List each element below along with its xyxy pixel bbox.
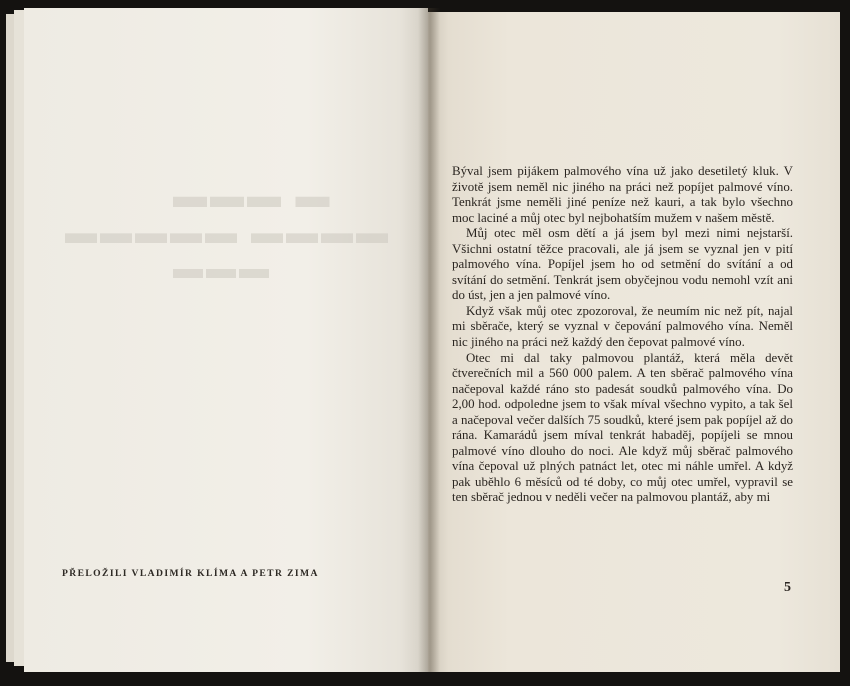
body-text xyxy=(452,164,793,506)
bleed-through-decoration: ▬▬▬▬ ▬▬▬▬▬ xyxy=(62,214,388,250)
paragraph: Když však můj otec zpozoroval, že neumím nic než pít, najal mi sběrače, který se vyznal v čepování palmového vína. Neměl nic jiného na práci než každý den čepovat palmové víno. xyxy=(452,303,793,350)
page-number: 5 xyxy=(784,580,791,595)
paragraph: Býval jsem pijákem palmového vína už jako desetiletý kluk. V životě jsem neměl nic jiného na práci než popíjet palmové víno. Tenkrát jsme neměli jiné peníze než kauri, a tak bylo všechno moc laciné a můj otec byl nejbohatším mužem v našem městě. xyxy=(452,164,793,225)
book-gutter xyxy=(418,8,440,672)
paragraph: Otec mi dal taky palmovou plantáž, která měla devět čtverečních mil a 560 000 palem. A ten sběrač palmového vína načepoval každé ráno sto padesát soudků palmového vína. Do 2,00 hod. odpoledne jsem to však míval všechno vypito, a tak šel a načepoval večer dalších 75 soudků, které jsem pak popíjel až do rána. Kamarádů jsem míval tenkrát habaděj, popíjeli se mnou palmové víno dlouho do noci. Ale když můj sběrač palmového vína čepoval už plných patnáct let, otec mi náhle umřel. A když pak uběhlo 6 měsíců od té doby, co můj otec umřel, vypravil se ten sběrač jednou v neděli večer na palmovou plantáž, aby mi xyxy=(452,350,793,505)
translator-credit: PŘELOŽILI VLADIMÍR KLÍMA A PETR ZIMA xyxy=(62,568,319,579)
paragraph: Můj otec měl osm dětí a já jsem byl mezi nimi nejstarší. Všichni ostatní těžce pracovali, ale já jsem se vyznal jen v pití palmového vína. Popíjel jsem ho od setmění do svítání a od svítání do setmění. Tenkrát jsem obyčejnou vodu nemohl vzít ani do úst, jen a jen palmové víno. xyxy=(452,226,793,303)
bleed-through-decoration: ▬▬▬ xyxy=(170,252,269,285)
bleed-through-decoration: ▬ ▬▬▬ xyxy=(170,178,330,215)
